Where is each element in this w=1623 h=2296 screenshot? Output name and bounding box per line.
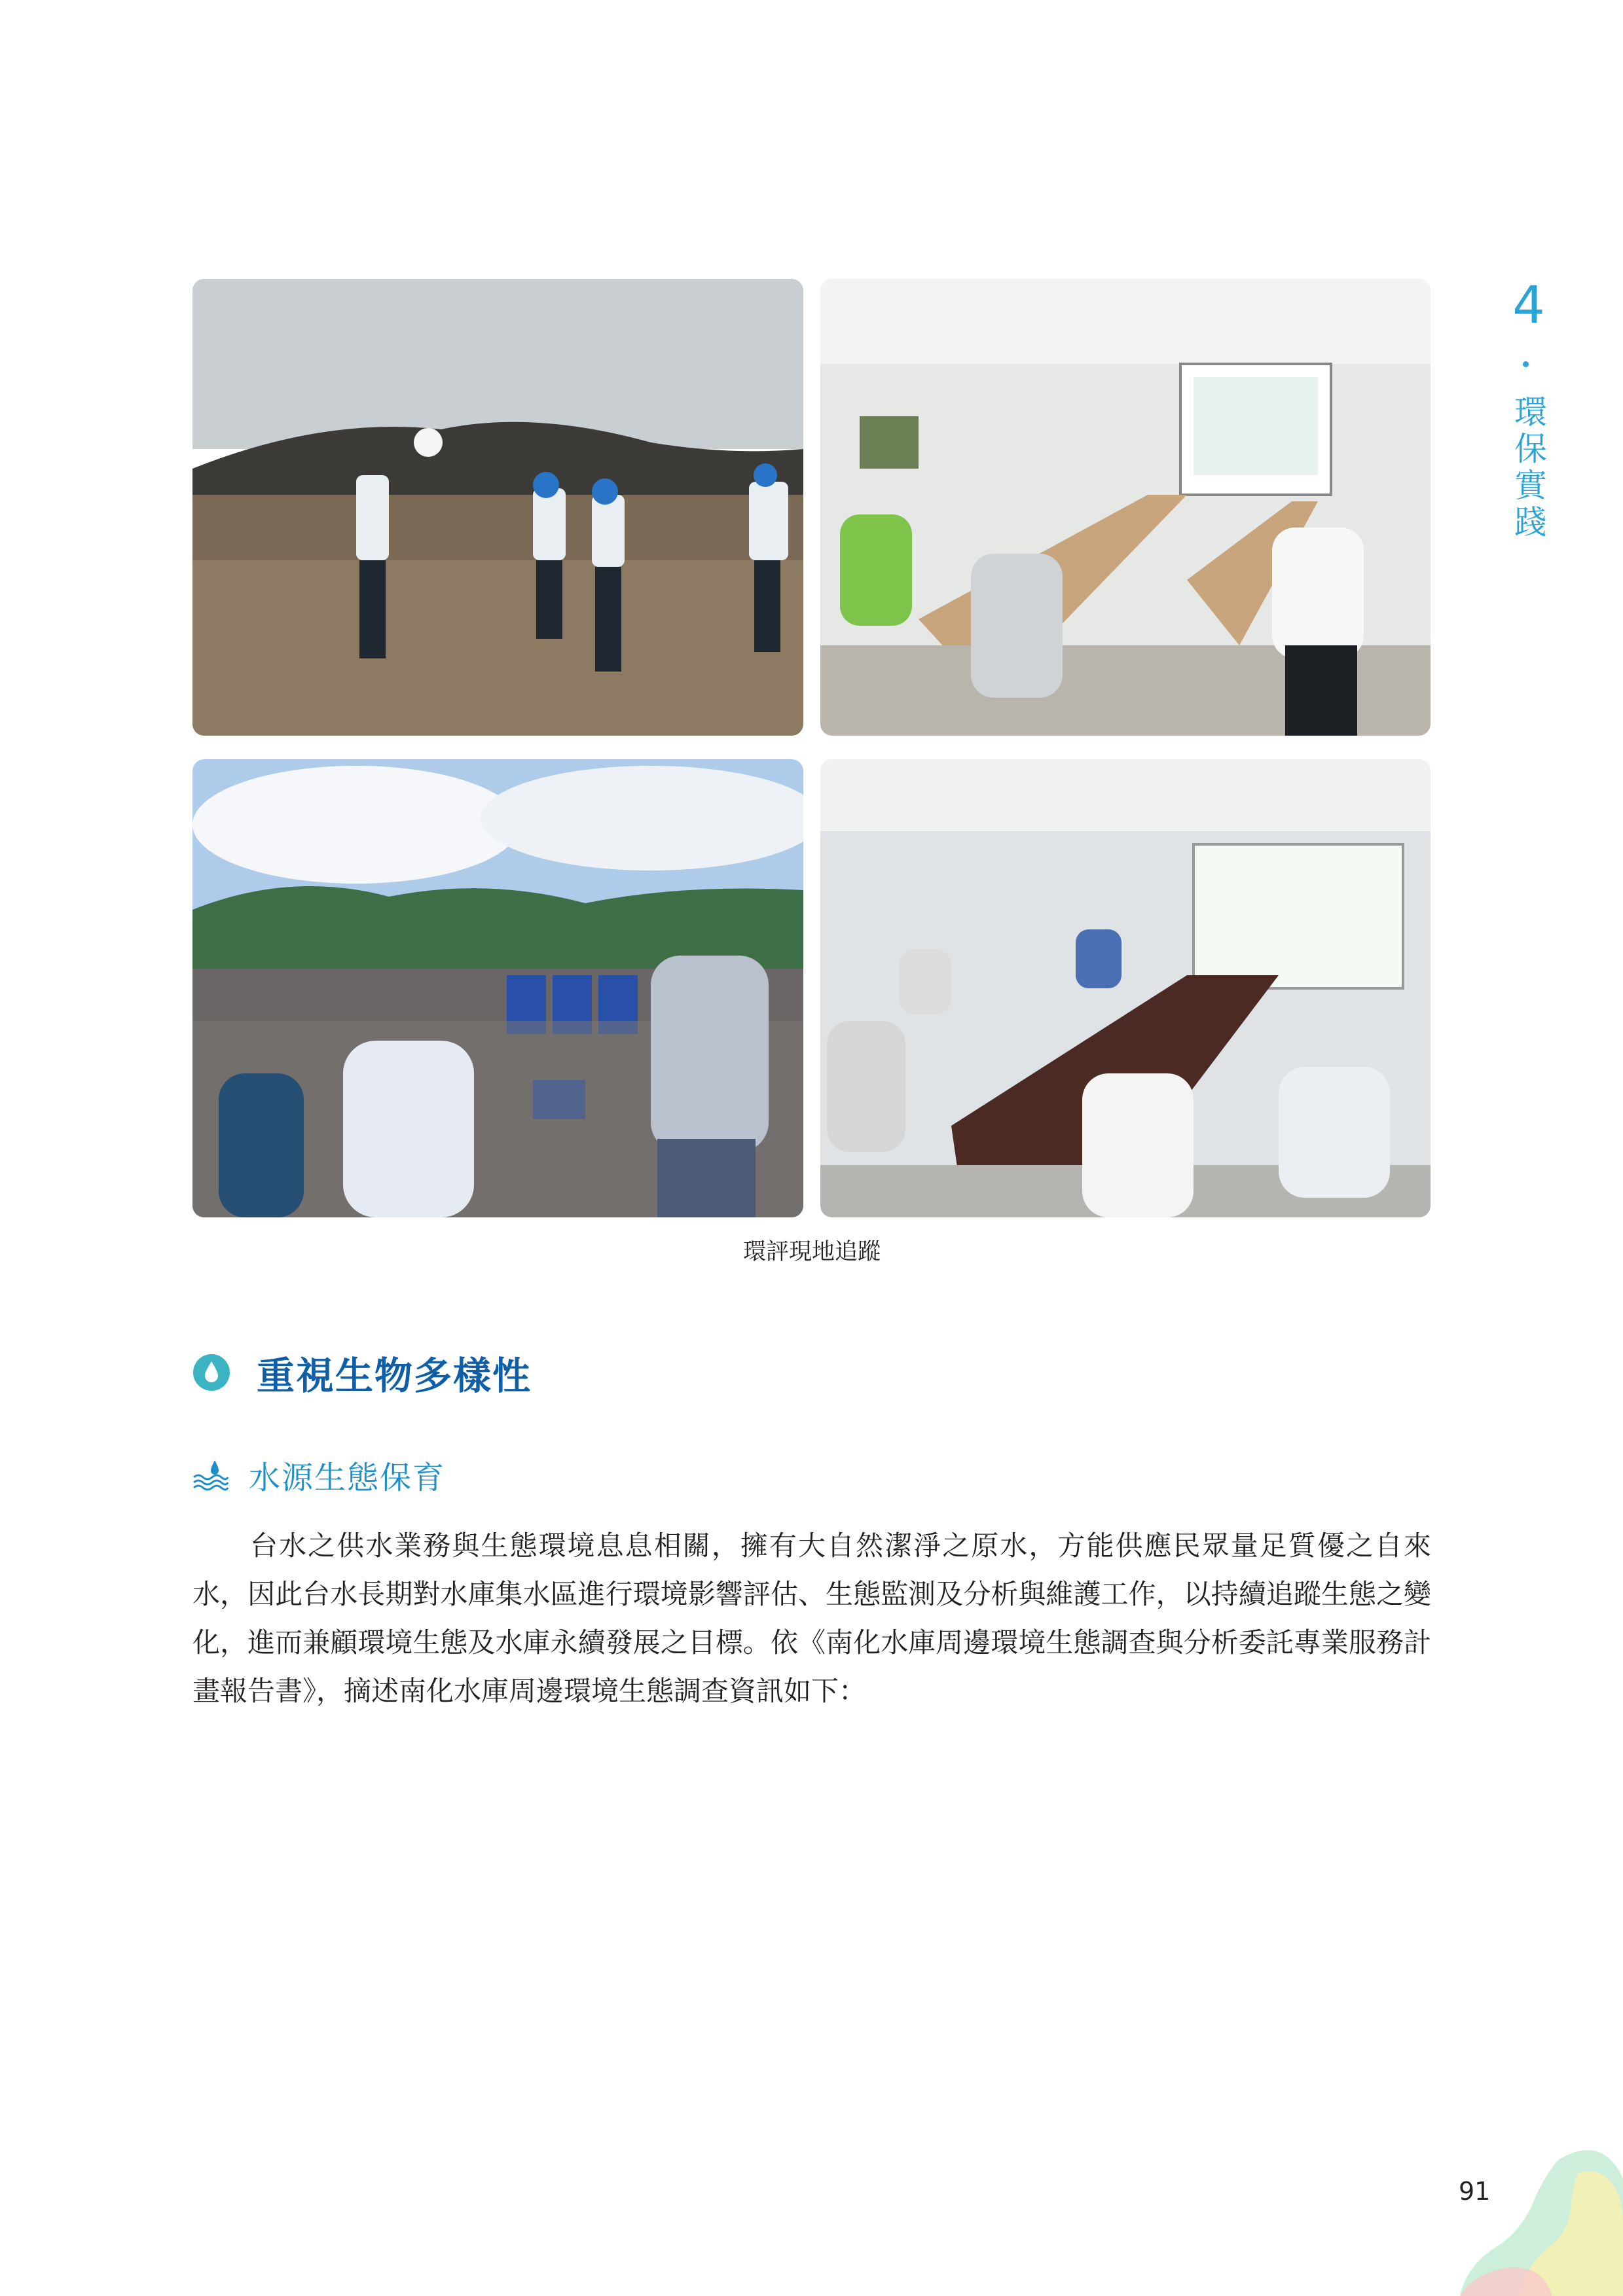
section-title: 重視生物多樣性 — [257, 1354, 532, 1398]
body-paragraph: 台水之供水業務與生態環境息息相關，擁有大自然潔淨之原水，方能供應民眾量足質優之自來水，因此台水長期對水庫集水區進行環境影響評估、生態監測及分析與維護工作，以持續追蹤生態之變化，進而兼顧環境生態及水庫永續發展之目標。依《南化水庫周邊環境生態調查與分析委託專業服務計畫報告書》，摘述南化水庫周邊環境生態調查資訊如下： — [192, 1530, 1431, 1707]
meeting-room-photo — [820, 279, 1431, 736]
reservoir-site-photo — [192, 759, 803, 1217]
site-inspection-photo — [192, 279, 803, 736]
page-number: 91 — [1459, 2177, 1491, 2206]
water-drop-icon — [192, 1354, 230, 1391]
conference-photo — [820, 759, 1431, 1217]
subsection-heading — [192, 1452, 445, 1498]
water-wave-icon — [192, 1458, 229, 1492]
section-heading — [192, 1350, 532, 1398]
subsection-title: 水源生態保育 — [249, 1459, 446, 1496]
decorative-corner-shape — [1460, 2134, 1623, 2296]
chapter-number: 4 — [1512, 276, 1545, 335]
photo-caption: 環評現地追蹤 — [742, 1239, 881, 1265]
chapter-title: 環保實踐 — [1509, 395, 1547, 541]
chapter-dot — [1523, 361, 1529, 367]
